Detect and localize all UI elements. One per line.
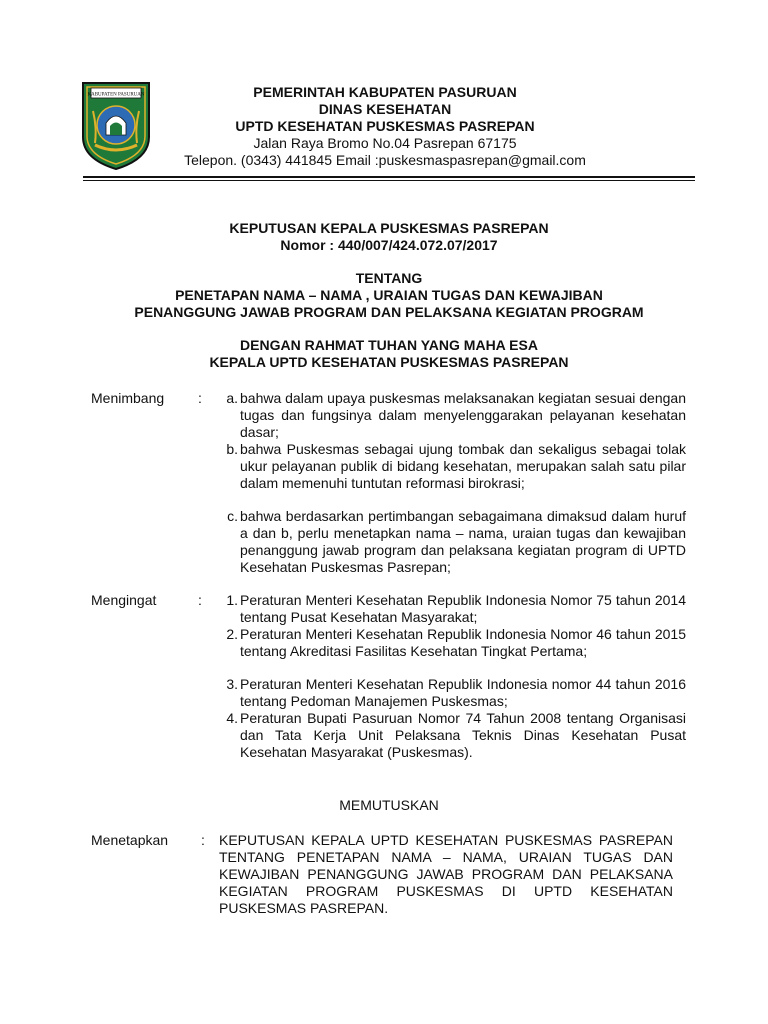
item-marker: 3. xyxy=(226,676,238,692)
item-text: Peraturan Menteri Kesehatan Republik Indonesia Nomor 75 tahun 2014 tentang Pusat Kesehatan Masyarakat; xyxy=(240,592,686,625)
mengingat-label: Mengingat xyxy=(91,592,157,608)
menimbang-item xyxy=(210,390,686,441)
menimbang-item xyxy=(210,441,686,492)
decree-number: Nomor : 440/007/424.072.07/2017 xyxy=(280,237,498,253)
letterhead-contact: Telepon. (0343) 441845 Email :puskesmaspasrepan@gmail.com xyxy=(184,152,586,168)
emblem-label: KABUPATEN PASURUAN xyxy=(87,92,145,98)
decree-blessing-line1: DENGAN RAHMAT TUHAN YANG MAHA ESA xyxy=(240,337,538,353)
decree-title: KEPUTUSAN KEPALA PUSKESMAS PASREPAN xyxy=(229,220,549,236)
item-marker: 1. xyxy=(226,592,238,608)
item-text: Peraturan Bupati Pasuruan Nomor 74 Tahun 2008 tentang Organisasi dan Tata Kerja Unit Pelaksana Teknis Dinas Kesehatan Pusat Kesehatan Masyarakat (Puskesmas). xyxy=(240,710,686,760)
menetapkan-text: KEPUTUSAN KEPALA UPTD KESEHATAN PUSKESMAS PASREPAN TENTANG PENETAPAN NAMA – NAMA, URAIAN TUGAS DAN KEWAJIBAN PENANGGUNG JAWAB PROGRAM DAN PELAKSANA KEGIATAN PROGRAM PUSKESMAS DI UPTD KESEHATAN PUSKESMAS PASREPAN. xyxy=(219,832,673,916)
item-marker: b. xyxy=(226,441,238,457)
letterhead-agency: DINAS KESEHATAN xyxy=(318,101,452,117)
letterhead xyxy=(150,84,620,169)
menetapkan-label: Menetapkan xyxy=(91,832,169,848)
decree-tentang: TENTANG xyxy=(355,270,423,286)
item-text: bahwa dalam upaya puskesmas melaksanakan kegiatan sesuai dengan tugas dan fungsinya dalam menyelenggarakan pelayanan kesehatan dasar; xyxy=(240,390,686,440)
item-marker: c. xyxy=(227,508,238,524)
menimbang-item xyxy=(210,508,686,576)
item-text: Peraturan Menteri Kesehatan Republik Indonesia nomor 44 tahun 2016 tentang Pedoman Manajemen Puskesmas; xyxy=(240,676,686,709)
letterhead-government: PEMERINTAH KABUPATEN PASURUAN xyxy=(253,84,517,100)
mengingat-item xyxy=(210,626,686,660)
mengingat-colon: : xyxy=(198,592,202,608)
item-text: bahwa berdasarkan pertimbangan sebagaimana dimaksud dalam huruf a dan b, perlu menetapkan nama – nama, uraian tugas dan kewajiban penanggung jawab program dan pelaksana kegiatan program di UPTD Kesehatan Puskesmas Pasrepan; xyxy=(240,508,686,575)
menimbang-colon: : xyxy=(198,390,202,406)
kabupaten-pasuruan-emblem-icon xyxy=(79,79,153,171)
decree-subject-line1: PENETAPAN NAMA – NAMA , URAIAN TUGAS DAN KEWAJIBAN xyxy=(175,287,603,303)
menetapkan-colon: : xyxy=(201,832,205,848)
memutuskan-heading: MEMUTUSKAN xyxy=(339,797,439,813)
item-marker: 4. xyxy=(226,710,238,726)
decree-blessing-line2: KEPALA UPTD KESEHATAN PUSKESMAS PASREPAN xyxy=(209,354,569,370)
mengingat-item xyxy=(210,710,686,761)
item-text: bahwa Puskesmas sebagai ujung tombak dan sekaligus sebagai tolak ukur pelayanan publik di bidang kesehatan, merupakan salah satu pilar dalam memenuhi tuntutan reformasi birokrasi; xyxy=(240,441,686,491)
mengingat-item xyxy=(210,592,686,626)
letterhead-unit: UPTD KESEHATAN PUSKESMAS PASREPAN xyxy=(235,118,535,134)
item-marker: a. xyxy=(226,390,238,406)
letterhead-address: Jalan Raya Bromo No.04 Pasrepan 67175 xyxy=(253,135,517,151)
menimbang-label: Menimbang xyxy=(91,390,165,406)
decree-subject-line2: PENANGGUNG JAWAB PROGRAM DAN PELAKSANA KEGIATAN PROGRAM xyxy=(134,304,644,320)
mengingat-item xyxy=(210,676,686,710)
item-marker: 2. xyxy=(226,626,238,642)
item-text: Peraturan Menteri Kesehatan Republik Indonesia Nomor 46 tahun 2015 tentang Akreditasi Fasilitas Kesehatan Tingkat Pertama; xyxy=(240,626,686,659)
letterhead-divider-thick xyxy=(83,176,695,178)
letterhead-divider-thin xyxy=(83,180,695,181)
